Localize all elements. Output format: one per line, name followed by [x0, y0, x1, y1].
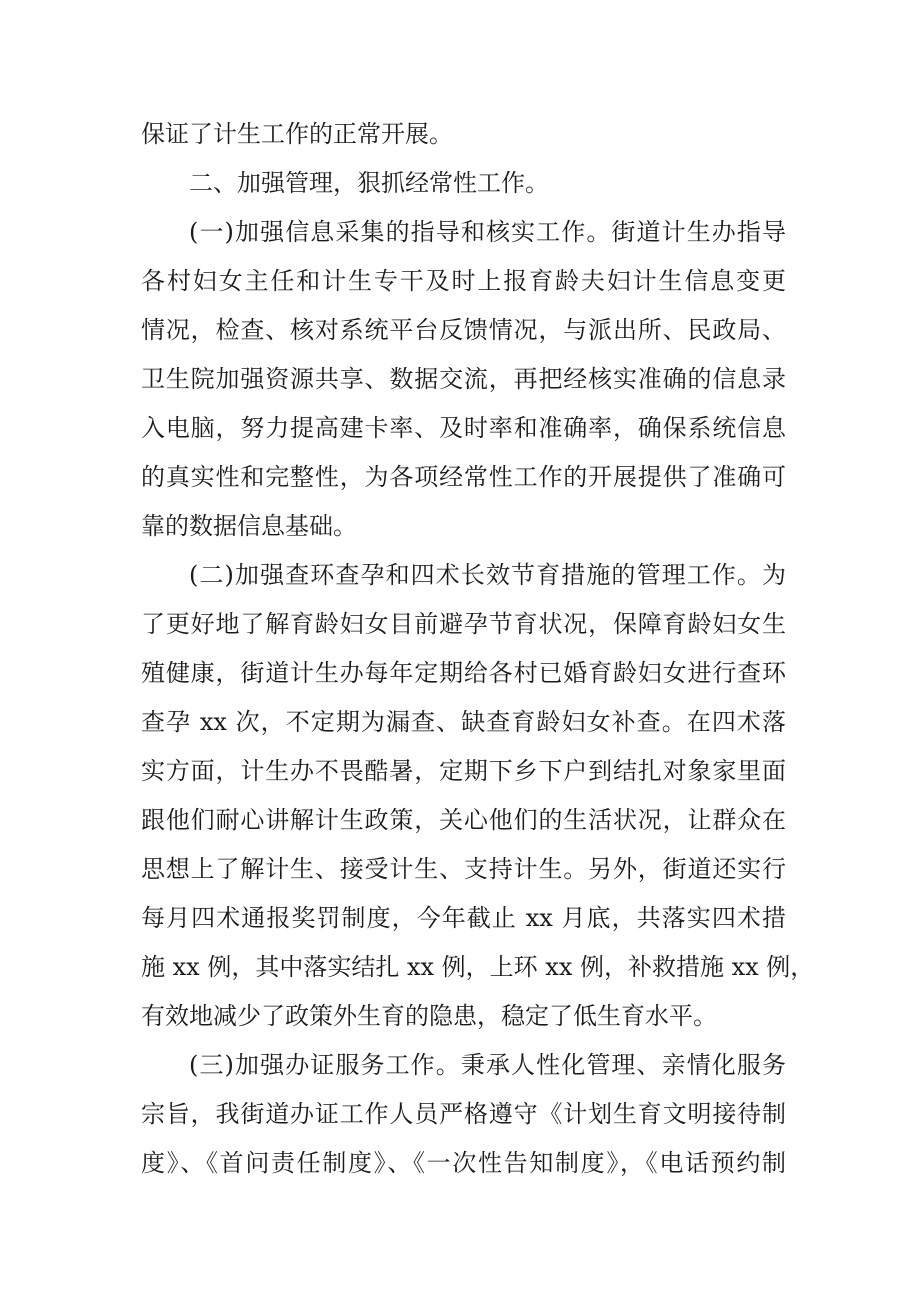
text-line: 思想上了解计生、接受计生、支持计生。另外，街道还实行 — [141, 855, 786, 883]
text-line: 的真实性和完整性，为各项经常性工作的开展提供了准确可 — [141, 463, 786, 491]
text-line: 宗旨，我街道办证工作人员严格遵守《计划生育文明接待制 — [141, 1100, 786, 1128]
text-line: 跟他们耐心讲解计生政策，关心他们的生活状况，让群众在 — [141, 806, 786, 834]
text-line: 查孕 xx 次，不定期为漏查、缺查育龄妇女补查。在四术落 — [141, 708, 786, 736]
text-line: 了更好地了解育龄妇女目前避孕节育状况，保障育龄妇女生 — [141, 610, 786, 638]
text-line: 保证了计生工作的正常开展。 — [141, 120, 453, 148]
text-line: 每月四术通报奖罚制度，今年截止 xx 月底，共落实四术措 — [141, 904, 786, 932]
text-line: 靠的数据信息基础。 — [141, 512, 357, 540]
text-line: 情况，检查、核对系统平台反馈情况，与派出所、民政局、 — [141, 316, 786, 344]
document-body — [141, 110, 815, 1188]
text-line: 有效地减少了政策外生育的隐患，稳定了低生育水平。 — [141, 1002, 717, 1030]
text-line: 入电脑，努力提高建卡率、及时率和准确率，确保系统信息 — [141, 414, 786, 442]
text-line: (三)加强办证服务工作。秉承人性化管理、亲情化服务 — [189, 1051, 786, 1079]
text-line: 殖健康，街道计生办每年定期给各村已婚育龄妇女进行查环 — [141, 659, 786, 687]
text-line: 各村妇女主任和计生专干及时上报育龄夫妇计生信息变更 — [141, 267, 786, 295]
text-line: 实方面，计生办不畏酷暑，定期下乡下户到结扎对象家里面 — [141, 757, 786, 785]
text-line: (一)加强信息采集的指导和核实工作。街道计生办指导 — [189, 218, 786, 246]
text-line: 度》、《首问责任制度》、《一次性告知制度》，《电话预约制 — [141, 1149, 786, 1177]
text-line: (二)加强查环查孕和四术长效节育措施的管理工作。为 — [189, 561, 786, 589]
text-line: 卫生院加强资源共享、数据交流，再把经核实准确的信息录 — [141, 365, 786, 393]
text-line: 施 xx 例，其中落实结扎 xx 例，上环 xx 例，补救措施 xx 例， — [141, 953, 815, 981]
text-line: 二、加强管理，狠抓经常性工作。 — [189, 169, 549, 197]
